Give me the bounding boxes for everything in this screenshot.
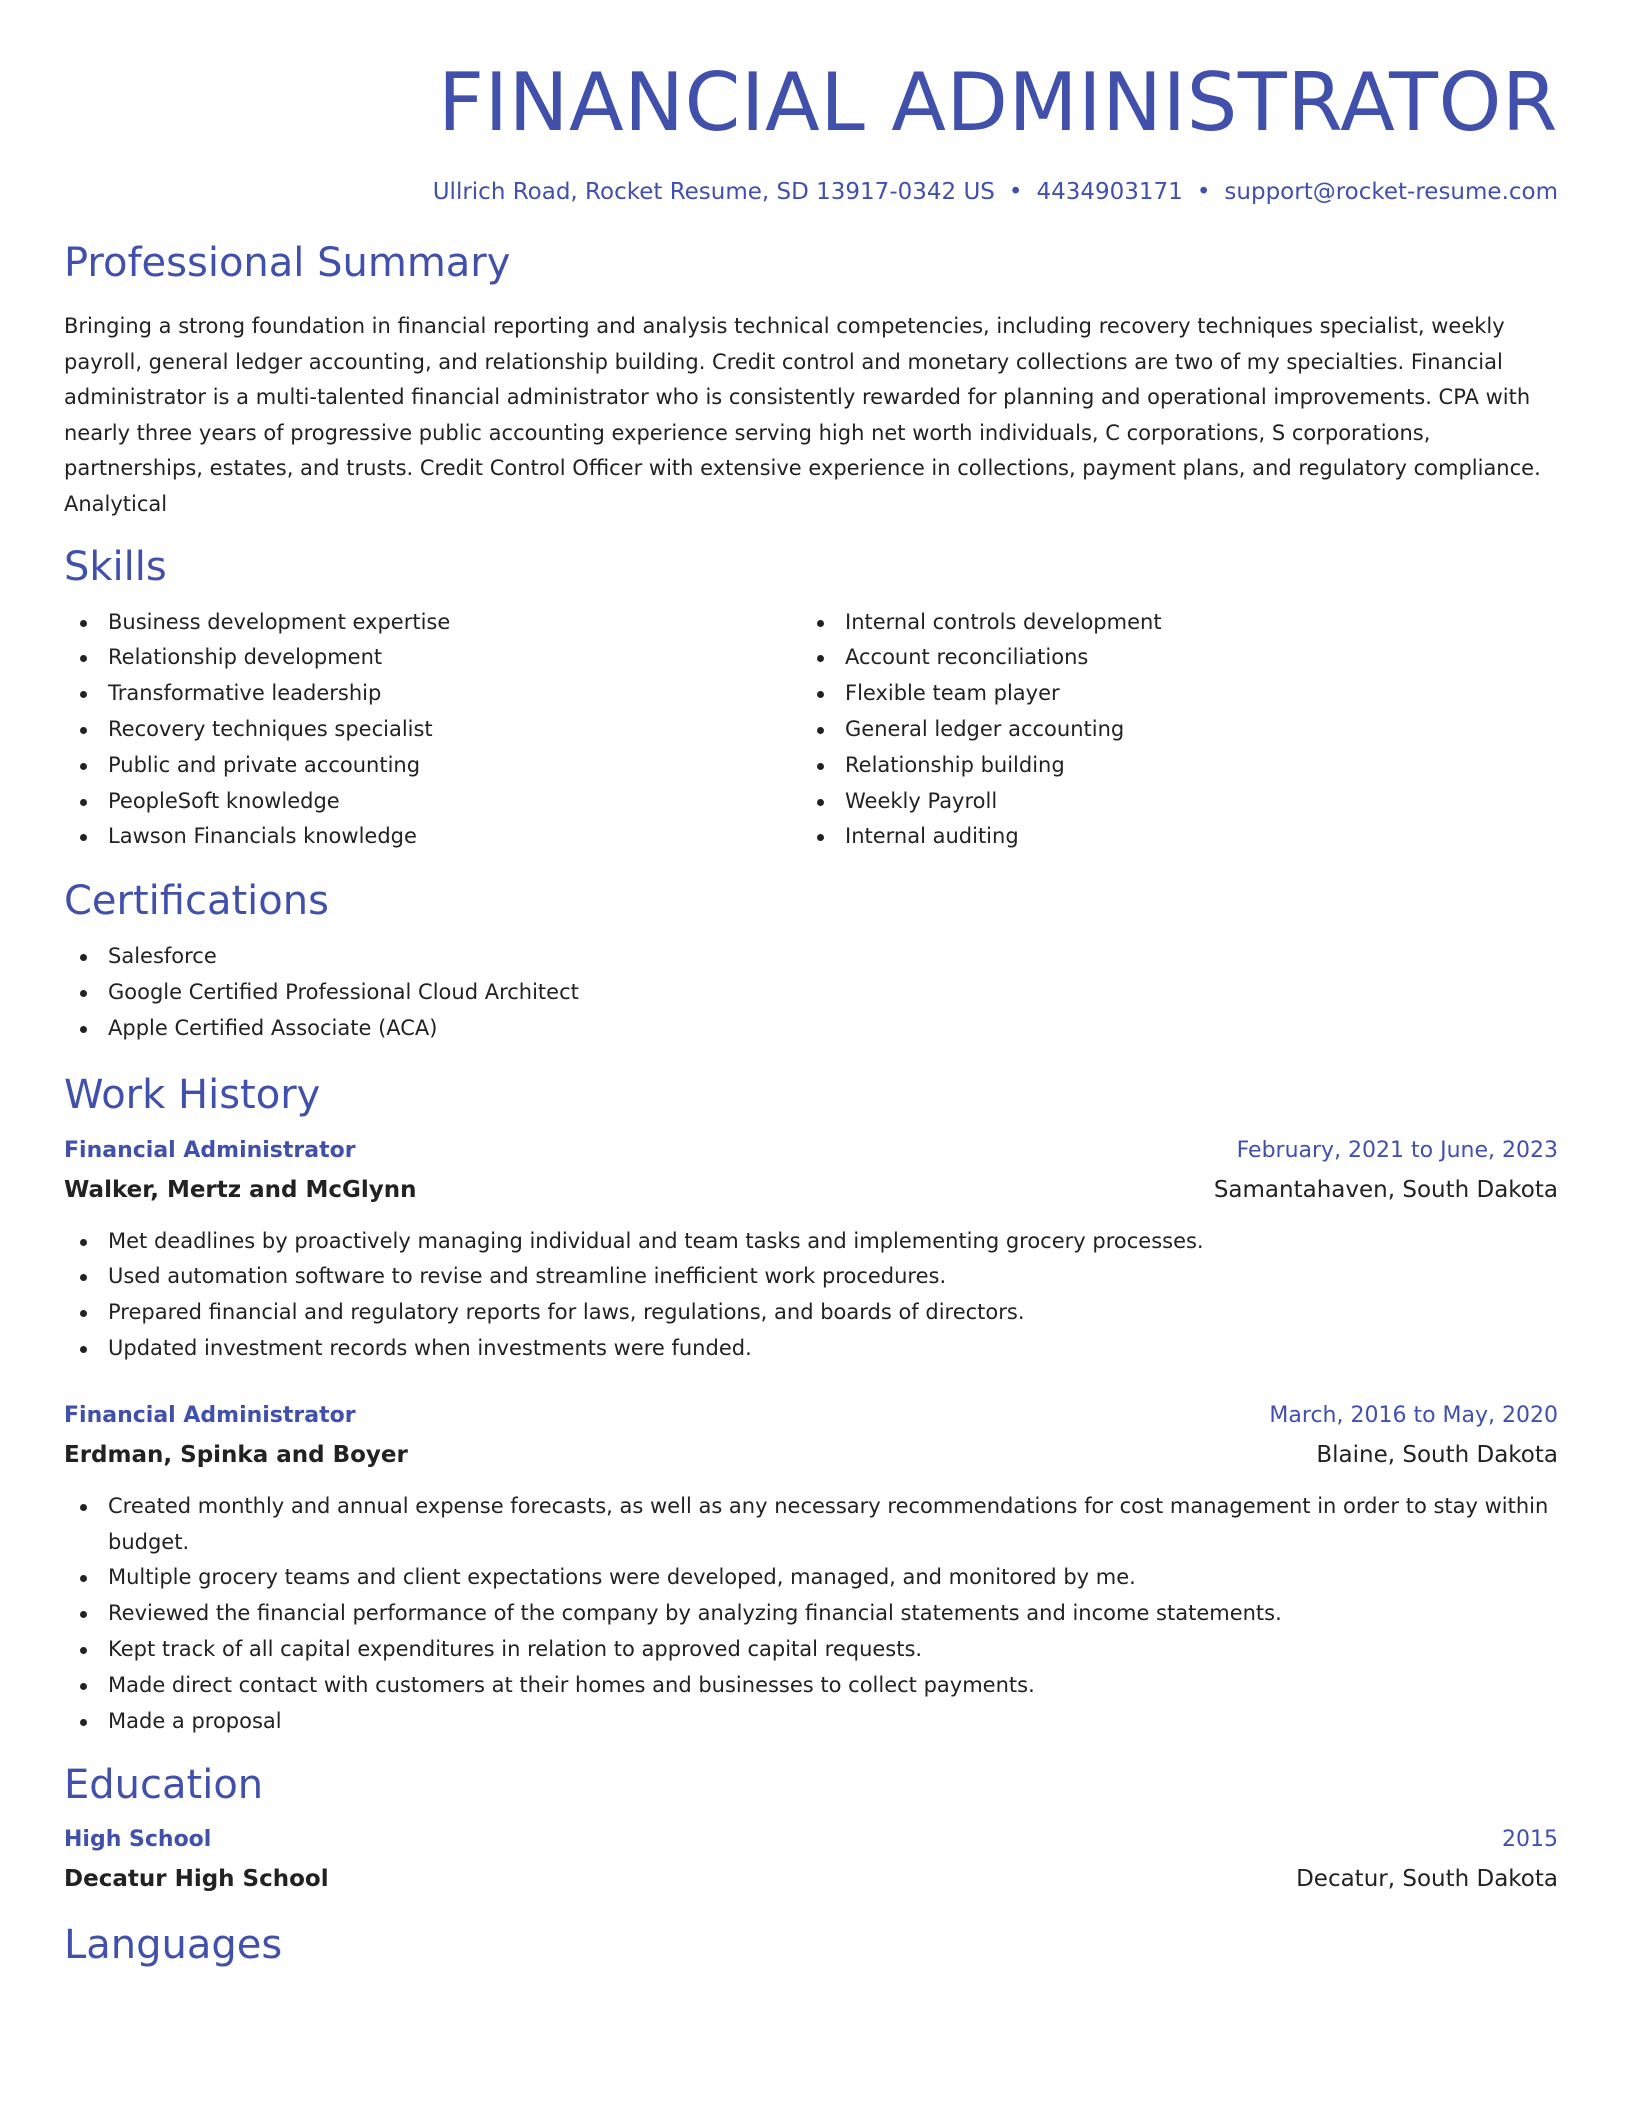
job-bullet: Multiple grocery teams and client expectations were developed, managed, and monitored by me. [64,1560,1558,1596]
skill-item: Internal controls development [801,605,1538,641]
job-header [64,1132,1558,1170]
education-heading: Education [64,1762,264,1809]
skill-item: Flexible team player [801,676,1538,712]
skill-item: Internal auditing [801,819,1538,855]
job-title: Financial Administrator [64,1402,356,1428]
skill-item: Transformative leadership [64,676,801,712]
job-bullet: Met deadlines by proactively managing individual and team tasks and implementing grocery processes. [64,1224,1558,1260]
job-company-row [64,1170,1558,1210]
job-dates: March, 2016 to May, 2020 [1269,1402,1558,1428]
certifications-heading: Certifications [64,878,329,925]
education-school-row [64,1859,1558,1899]
skill-item: Relationship development [64,640,801,676]
certifications-list [64,939,1558,1046]
skill-item: Business development expertise [64,605,801,641]
company-name: Walker, Mertz and McGlynn [64,1176,417,1203]
job-bullet: Created monthly and annual expense forecasts, as well as any necessary recommendations for cost management in order to stay within budget. [64,1489,1558,1561]
skills-grid [64,605,1558,856]
skills-heading: Skills [64,543,167,590]
job-bullets [64,1489,1558,1740]
work-history-heading: Work History [64,1071,321,1118]
contact-separator: • [1008,179,1023,205]
job-bullets [64,1224,1558,1367]
skills-list-right [801,605,1538,856]
skill-item: Relationship building [801,748,1538,784]
education-header [64,1821,1558,1859]
skill-item: Lawson Financials knowledge [64,819,801,855]
company-name: Erdman, Spinka and Boyer [64,1441,408,1468]
job-location: Samantahaven, South Dakota [1213,1176,1558,1203]
resume-page [64,0,1558,1969]
summary-text: Bringing a strong foundation in financial reporting and analysis technical competencies, including recovery techniques specialist, weekly payroll, general ledger accounting, and relationship building. Credit control and monetary collections are two of my specialties. Financial administrator is a multi-talented financial administrator who is consistently rewarded for planning and operational improvements. CPA with nearly three years of progressive public accounting experience serving high net worth individuals, C corporations, S corporations, partnerships, estates, and trusts. Credit Control Officer with extensive experience in collections, payment plans, and regulatory compliance. Analytical [64,314,1541,516]
job-bullet: Updated investment records when investments were funded. [64,1331,1558,1367]
contact-separator: • [1196,179,1211,205]
email-link[interactable]: support@rocket-resume.com [1224,179,1558,205]
job-title: Financial Administrator [64,1137,356,1163]
skill-item: Recovery techniques specialist [64,712,801,748]
job-bullet: Used automation software to revise and streamline inefficient work procedures. [64,1259,1558,1295]
job-bullet: Kept track of all capital expenditures in relation to approved capital requests. [64,1632,1558,1668]
skill-item: General ledger accounting [801,712,1538,748]
job-dates: February, 2021 to June, 2023 [1236,1137,1558,1163]
job-bullet: Made direct contact with customers at their homes and businesses to collect payments. [64,1668,1558,1704]
job-header [64,1397,1558,1435]
education-entry [64,1821,1558,1899]
job-bullet: Made a proposal [64,1704,1558,1740]
resume-title: FINANCIAL ADMINISTRATOR [437,56,1558,149]
school-name: Decatur High School [64,1866,329,1893]
job-bullet: Prepared financial and regulatory reports for laws, regulations, and boards of directors. [64,1295,1558,1331]
degree: High School [64,1827,212,1853]
job-company-row [64,1435,1558,1475]
skill-item: PeopleSoft knowledge [64,784,801,820]
job-entry [64,1132,1558,1367]
job-bullet: Reviewed the financial performance of the company by analyzing financial statements and income statements. [64,1596,1558,1632]
address-text: Ullrich Road, Rocket Resume, SD 13917-0342 US [432,179,995,205]
graduation-year: 2015 [1502,1827,1558,1853]
skill-item: Public and private accounting [64,748,801,784]
skill-item: Weekly Payroll [801,784,1538,820]
contact-line [64,176,1558,208]
job-location: Blaine, South Dakota [1316,1441,1558,1468]
skills-list-left [64,605,801,856]
certification-item: Apple Certified Associate (ACA) [64,1011,1558,1047]
languages-heading: Languages [64,1922,283,1969]
job-entry [64,1397,1558,1740]
school-location: Decatur, South Dakota [1296,1866,1558,1893]
summary-heading: Professional Summary [64,240,511,286]
phone-text: 4434903171 [1036,179,1183,205]
certification-item: Google Certified Professional Cloud Architect [64,975,1558,1011]
certification-item: Salesforce [64,939,1558,975]
skill-item: Account reconciliations [801,640,1538,676]
